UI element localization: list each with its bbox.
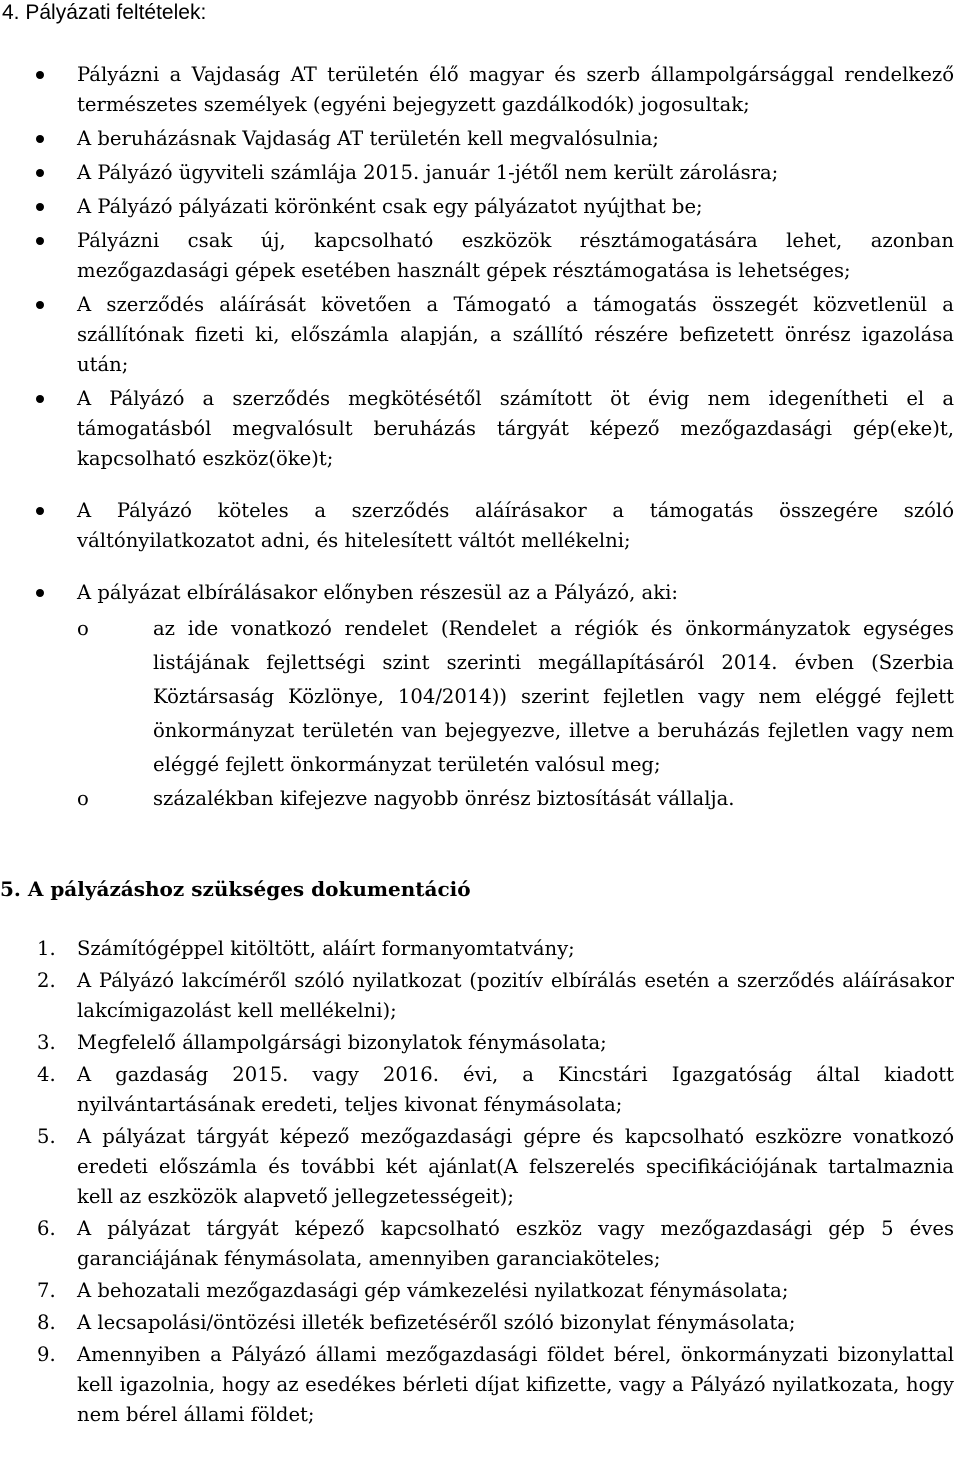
list-item-text: Számítógéppel kitöltött, aláírt formanyomtatvány;: [77, 937, 575, 960]
list-item-text: A gazdaság 2015. vagy 2016. évi, a Kincstári Igazgatóság által kiadott nyilvántartásának eredeti, teljes kivonat fénymásolata;: [77, 1063, 954, 1116]
list-number: 7.: [37, 1279, 56, 1302]
list-item: [0, 226, 960, 286]
list-item-text: Megfelelő állampolgársági bizonylatok fénymásolata;: [77, 1031, 607, 1054]
list-item: [0, 158, 960, 188]
bullet-icon: [36, 169, 44, 177]
list-item: [0, 966, 960, 1026]
list-number: 8.: [37, 1311, 56, 1334]
list-item: [0, 1308, 960, 1338]
list-item-text: A lecsapolási/öntözési illeték befizetéséről szóló bizonylat fénymásolata;: [77, 1311, 796, 1334]
list-number: 2.: [37, 969, 56, 992]
list-item-text: A Pályázó ügyviteli számlája 2015. január 1-jétől nem került zárolásra;: [77, 161, 779, 184]
list-number: 4.: [37, 1063, 56, 1086]
list-item-text: A Pályázó a szerződés megkötésétől számított öt évig nem idegenítheti el a támogatásból megvalósult beruházás tárgyát képező mezőgazdasági gép(eke)t, kapcsolható eszköz(öke)t;: [77, 387, 954, 470]
list-item: [0, 1122, 960, 1212]
circle-bullet-icon: o: [77, 617, 89, 640]
section-5-heading: 5. A pályázáshoz szükséges dokumentáció: [0, 877, 471, 901]
list-item: [0, 496, 960, 556]
list-item: [0, 1340, 960, 1430]
conditions-list: [0, 60, 960, 820]
list-number: 6.: [37, 1217, 56, 1240]
list-item-text: A szerződés aláírását követően a Támogató a támogatás összegét közvetlenül a szállítónak fizeti ki, előszámla alapján, a szállító részére befizetett önrész igazolása után;: [77, 293, 954, 376]
bullet-icon: [36, 135, 44, 143]
section-4-heading: 4. Pályázati feltételek:: [2, 1, 207, 24]
sublist-item: [77, 612, 954, 782]
documents-list: [0, 934, 960, 1432]
list-item-text: A pályázat elbírálásakor előnyben részesül az a Pályázó, aki:: [77, 581, 678, 604]
list-item: [0, 192, 960, 222]
list-item-text: Pályázni csak új, kapcsolható eszközök résztámogatására lehet, azonban mezőgazdasági gépek esetében használt gépek résztámogatása is lehetséges;: [77, 229, 954, 282]
list-item-text: A pályázat tárgyát képező kapcsolható eszköz vagy mezőgazdasági gép 5 éves garanciájának fénymásolata, amennyiben garanciaköteles;: [77, 1217, 954, 1270]
bullet-icon: [36, 237, 44, 245]
list-item: [0, 1028, 960, 1058]
list-number: 3.: [37, 1031, 56, 1054]
list-item: [0, 124, 960, 154]
preference-sublist: [77, 612, 954, 816]
sublist-item-text: százalékban kifejezve nagyobb önrész biztosítását vállalja.: [153, 787, 735, 810]
bullet-icon: [36, 589, 44, 597]
list-item-text: Pályázni a Vajdaság AT területén élő magyar és szerb állampolgársággal rendelkező természetes személyek (egyéni bejegyzett gazdálkodók) jogosultak;: [77, 63, 954, 116]
list-item-text: A Pályázó köteles a szerződés aláírásakor a támogatás összegére szóló váltónyilatkozatot adni, és hitelesített váltót mellékelni;: [77, 499, 954, 552]
bullet-icon: [36, 71, 44, 79]
sublist-item: [77, 782, 954, 816]
list-item-text: A Pályázó lakcíméről szóló nyilatkozat (pozitív elbírálás esetén a szerződés aláírásakor lakcímigazolást kell mellékelni);: [77, 969, 954, 1022]
list-item-text: A Pályázó pályázati körönként csak egy pályázatot nyújthat be;: [77, 195, 703, 218]
circle-bullet-icon: o: [77, 787, 89, 810]
list-number: 5.: [37, 1125, 56, 1148]
bullet-icon: [36, 395, 44, 403]
list-item: [0, 1276, 960, 1306]
bullet-icon: [36, 203, 44, 211]
list-item: [0, 384, 960, 474]
list-number: 9.: [37, 1343, 56, 1366]
list-item: [0, 290, 960, 380]
list-item-text: A pályázat tárgyát képező mezőgazdasági gépre és kapcsolható eszközre vonatkozó eredeti előszámla és további két ajánlat(A felszerelés specifikációjának tartalmaznia kell az eszközök alapvető jellegzetességeit);: [77, 1125, 954, 1208]
list-item-text: Amennyiben a Pályázó állami mezőgazdasági földet bérel, önkormányzati bizonylattal kell igazolnia, hogy az esedékes bérleti díjat kifizette, vagy a Pályázó nyilatkozata, hogy nem bérel állami földet;: [77, 1343, 954, 1426]
list-item: [0, 1214, 960, 1274]
bullet-icon: [36, 301, 44, 309]
list-item: [0, 60, 960, 120]
list-item: [0, 1060, 960, 1120]
list-item-text: A behozatali mezőgazdasági gép vámkezelési nyilatkozat fénymásolata;: [77, 1279, 789, 1302]
sublist-item-text: az ide vonatkozó rendelet (Rendelet a régiók és önkormányzatok egységes listájának fejlettségi szint szerinti megállapításáról 2014. évben (Szerbia Köztársaság Közlönye, 104/2014)) szerint fejletlen vagy nem eléggé fejlett önkormányzat területén van bejegyezve, illetve a beruházás fejletlen vagy nem eléggé fejlett önkormányzat területén valósul meg;: [153, 617, 954, 776]
list-item: [0, 578, 960, 816]
list-number: 1.: [37, 937, 56, 960]
bullet-icon: [36, 507, 44, 515]
list-item-text: A beruházásnak Vajdaság AT területén kell megvalósulnia;: [77, 127, 659, 150]
list-item: [0, 934, 960, 964]
